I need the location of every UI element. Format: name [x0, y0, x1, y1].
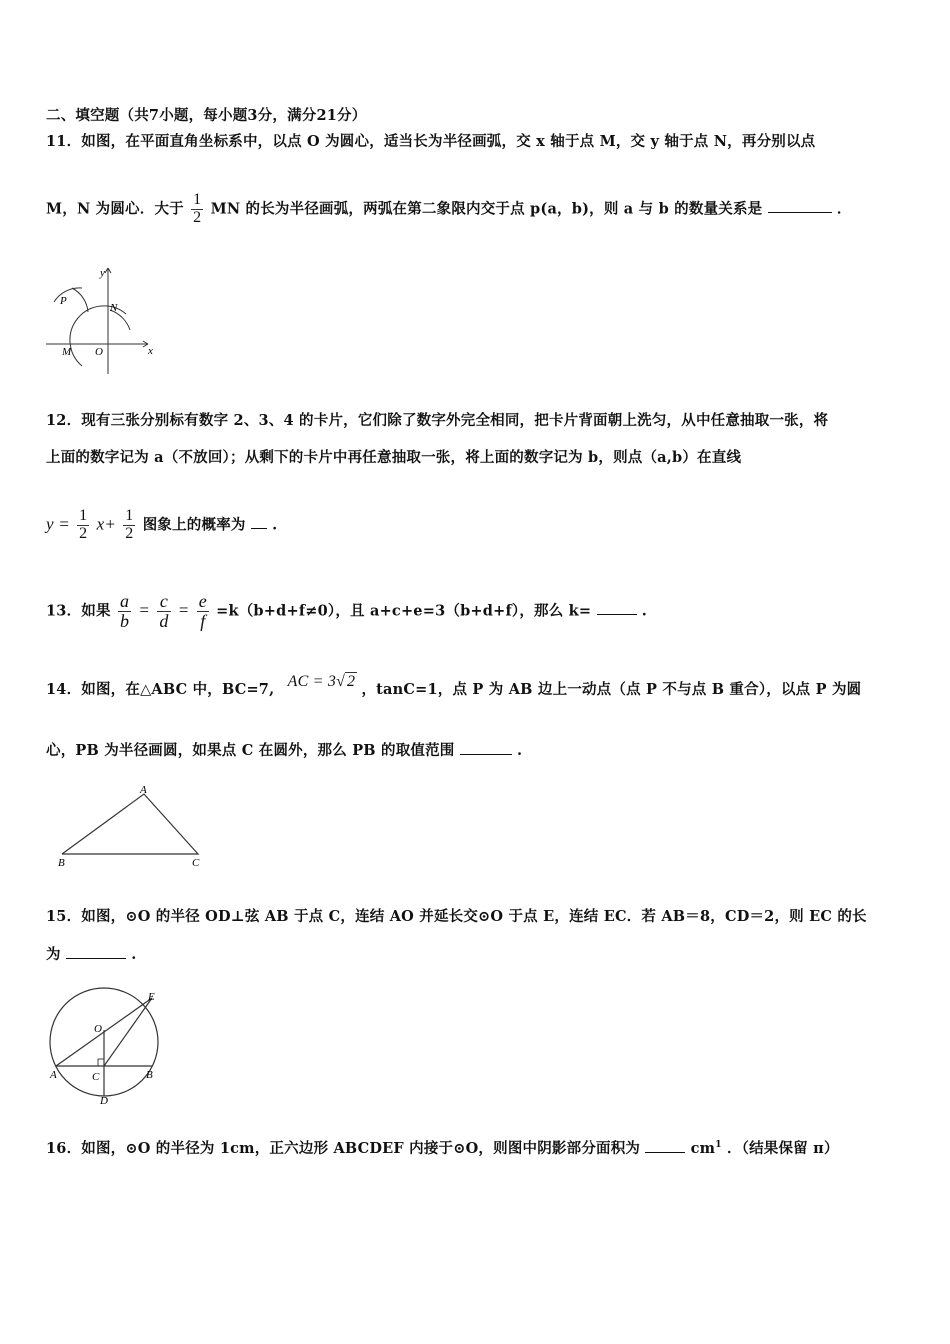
q14-line1-b: ，tanC=1，点 P 为 AB 边上一动点（点 P 不与点 B 重合），以点 P 为圆	[361, 681, 862, 698]
q15-line1: 15．如图，⊙O 的半径 OD⊥弦 AB 于点 C，连结 AO 并延长交⊙O 于点 E，连结 EC．若 AB＝8，CD＝2，则 EC 的长	[46, 908, 867, 925]
q15-label-o: O	[94, 1023, 102, 1035]
q12-line3-end: .	[272, 516, 278, 534]
q12-answer-blank	[251, 514, 267, 529]
q12-eq-x: x+	[96, 514, 116, 534]
q11-frac-num: 1	[193, 191, 202, 208]
q14-sqrt-value: 2	[347, 673, 356, 690]
q15-right-angle	[98, 1059, 104, 1066]
q12-frac1-den: 2	[79, 524, 88, 542]
q16-line1	[46, 1137, 839, 1158]
q14-label-c: C	[192, 857, 200, 869]
q13-end: .	[641, 602, 648, 620]
q12-frac2-num: 1	[125, 507, 134, 524]
q16-unit: cm	[690, 1140, 716, 1157]
q11-label-p: P	[60, 295, 67, 307]
q15-line2	[46, 943, 136, 964]
q12-fraction-1	[77, 508, 89, 543]
q15-line-ec	[104, 998, 152, 1066]
section-title: 二、填空题（共7小题，每小题3分，满分21分）	[46, 107, 367, 124]
q13-fraction-c-d	[157, 592, 170, 631]
q13-f3-den: f	[197, 611, 209, 631]
q14-line2-text: 心，PB 为半径画圆，如果点 C 在圆外，那么 PB 的取值范围	[46, 742, 455, 759]
q15-line2-end: .	[131, 946, 137, 963]
q13-f2-den: d	[159, 610, 169, 631]
q14-line1-a: 14．如图，在△ABC 中，BC=7,	[46, 681, 275, 698]
q11-line2-a: M，N 为圆心．大于	[46, 200, 184, 218]
q13-eq2: =	[177, 600, 190, 620]
q11-label-o: O	[95, 346, 103, 358]
q12-line1: 12．现有三张分别标有数字 2、3、4 的卡片，它们除了数字外完全相同，把卡片背面朝上洗匀，从中任意抽取一张，将	[46, 412, 829, 429]
q14-ac-text: AC = 3	[287, 673, 337, 690]
q11-label-y: y	[100, 267, 105, 279]
q13-fraction-e-f	[197, 592, 209, 631]
q11-line1: 11．如图，在平面直角坐标系中，以点 O 为圆心，适当长为半径画弧，交 x 轴于点 M，交 y 轴于点 N，再分别以点	[46, 133, 816, 150]
q12-line3-b: 图象上的概率为	[142, 516, 246, 534]
q15-answer-blank	[66, 944, 126, 959]
q11-label-m: M	[62, 346, 72, 358]
q15-label-d: D	[100, 1095, 108, 1106]
q11-frac-den: 2	[193, 208, 202, 226]
q13-suffix: =k（b+d+f≠0），且 a+c+e=3（b+d+f），那么 k=	[216, 602, 592, 620]
q12-line3	[46, 508, 277, 543]
q14-label-a: A	[140, 784, 147, 796]
q11-line2-b: MN 的长为半径画弧，两弧在第二象限内交于点 p(a，b)，则 a 与 b 的数量关系是	[210, 200, 763, 218]
q15-label-a: A	[50, 1069, 57, 1081]
q11-figure	[44, 262, 164, 382]
q11-line2	[46, 192, 852, 227]
q14-line2-end: .	[517, 742, 523, 759]
q15-label-c: C	[92, 1071, 100, 1083]
q16-line1-b: ．（结果保留 π）	[726, 1140, 839, 1157]
q13-eq1: =	[138, 600, 151, 620]
q11-arc-n2	[72, 288, 88, 312]
q12-fraction-2	[123, 508, 135, 543]
q11-label-n: N	[110, 302, 118, 314]
q14-line1	[46, 673, 862, 699]
q11-arc-m	[54, 288, 82, 302]
q12-eq-y: y =	[46, 514, 70, 534]
q13-f2-num: c	[159, 591, 169, 611]
q15-line2-text: 为	[46, 946, 61, 963]
q14-label-b: B	[58, 857, 65, 869]
q13-f3-num: e	[198, 591, 207, 611]
q13-prefix: 13．如果	[46, 602, 111, 620]
q15-label-e: E	[148, 991, 155, 1003]
q16-line1-a: 16．如图，⊙O 的半径为 1cm，正六边形 ABCDEF 内接于⊙O，则图中阴影部分面积为	[46, 1140, 641, 1157]
q12-frac1-num: 1	[79, 507, 88, 524]
q16-unit-sup: 1	[715, 1140, 722, 1151]
q15-label-b: B	[146, 1069, 153, 1081]
q11-answer-blank	[768, 198, 832, 213]
q14-figure	[52, 782, 212, 872]
q11-fraction	[191, 192, 203, 227]
q15-figure	[44, 986, 172, 1106]
q11-label-x: x	[148, 345, 153, 357]
q13-f1-den: b	[119, 610, 130, 631]
q14-ac-expression	[288, 673, 362, 690]
q14-triangle	[62, 794, 198, 854]
q14-line2	[46, 739, 522, 760]
q11-line2-end: ．	[836, 200, 852, 218]
q16-answer-blank	[645, 1138, 685, 1153]
q13-line	[46, 592, 647, 631]
q13-answer-blank	[597, 600, 637, 615]
q14-answer-blank	[460, 740, 512, 755]
q13-fraction-a-b	[118, 592, 131, 631]
q13-f1-num: a	[119, 591, 130, 611]
q12-frac2-den: 2	[125, 524, 134, 542]
sqrt-icon: √	[336, 673, 346, 690]
q12-line2: 上面的数字记为 a（不放回）；从剩下的卡片中再任意抽取一张，将上面的数字记为 b，则点（a,b）在直线	[46, 449, 742, 466]
